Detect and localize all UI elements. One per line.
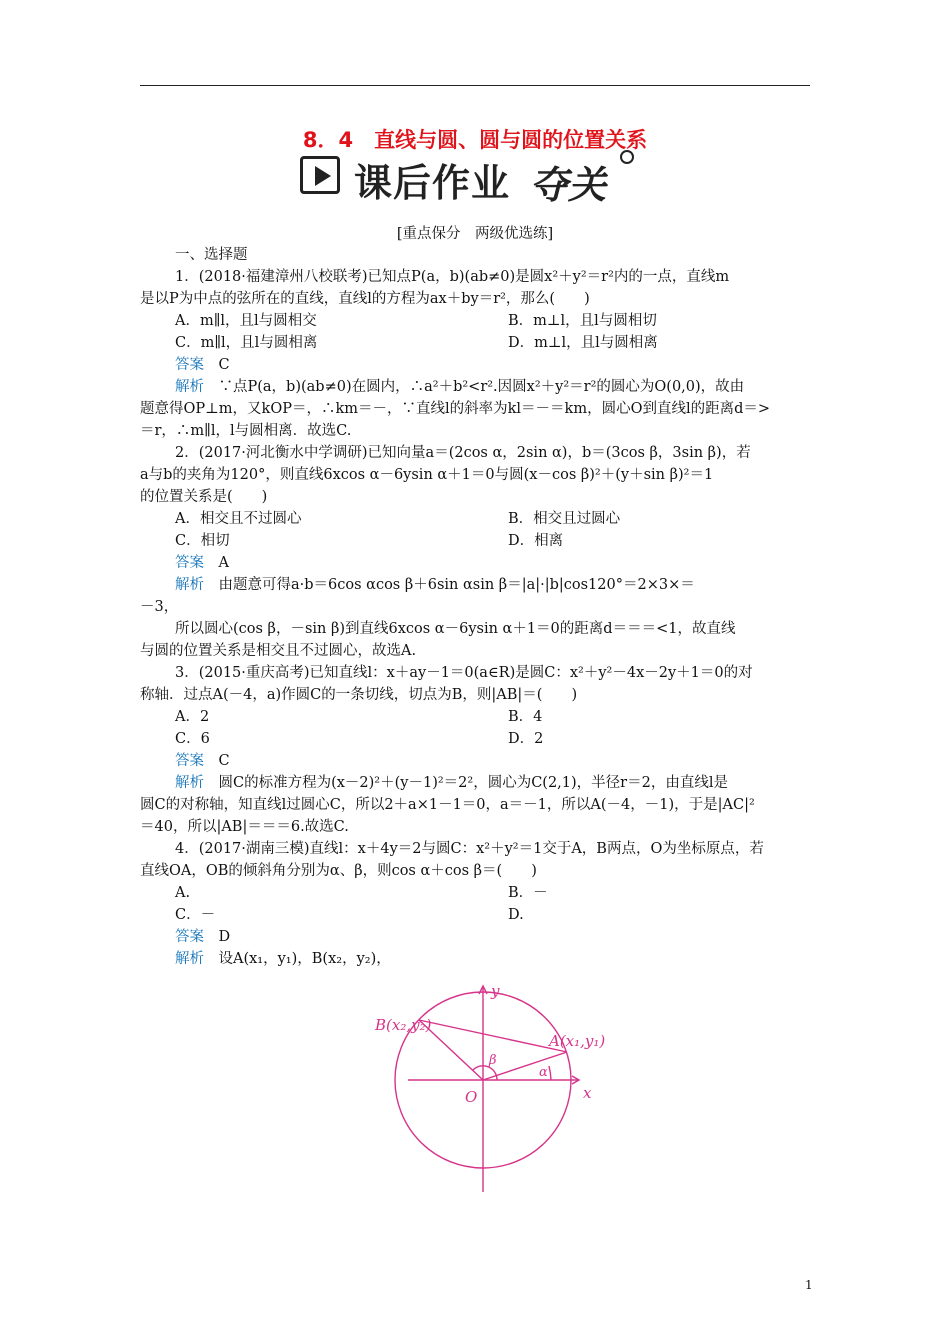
line-text: 一、选择题 <box>175 247 248 263</box>
answer-line <box>175 377 744 397</box>
line-text: A．相交且不过圆心 <box>175 511 302 527</box>
label-x: x <box>583 1084 592 1102</box>
text-line <box>175 707 209 727</box>
answer-line <box>175 773 728 793</box>
line-text: 1．(2018·福建漳州八校联考)已知点P(a，b)(ab≠0)是圆x²＋y²＝r²内的一点，直线m <box>175 269 730 285</box>
text-line <box>140 685 577 705</box>
line-text: 是以P为中点的弦所在的直线，直线l的方程为ax＋by＝r²，那么( ) <box>140 291 590 307</box>
text-line <box>175 619 735 639</box>
line-text: D．2 <box>508 731 544 747</box>
text-line <box>175 531 230 551</box>
text-line <box>140 465 713 485</box>
line-text: B．相交且过圆心 <box>508 511 621 527</box>
play-icon <box>300 156 340 194</box>
label-o: O <box>465 1088 478 1106</box>
line-text: 由题意可得a·b＝6cos αcos β＋6sin αsin β＝|a|·|b|cos120°＝2×3×＝ <box>204 577 695 593</box>
text-line <box>140 641 416 661</box>
line-text: A．2 <box>175 709 210 725</box>
text-line <box>175 883 190 903</box>
answer-label: 答案 <box>175 357 204 373</box>
text-line <box>140 597 178 617</box>
line-text: A <box>204 555 229 571</box>
segment-ab <box>419 1020 567 1052</box>
text-line <box>175 267 729 287</box>
text-line <box>140 421 351 441</box>
answer-label: 解析 <box>175 951 204 967</box>
line-text: 与圆的位置关系是相交且不过圆心，故选A. <box>140 643 417 659</box>
header-rule <box>140 85 810 86</box>
text-line <box>175 663 753 683</box>
line-text: ∵点P(a，b)(ab≠0)在圆内，∴a²＋b²<r².因圆x²＋y²＝r²的圆心为O(0,0)，故由 <box>204 379 745 395</box>
text-line <box>175 333 317 353</box>
answer-line <box>175 553 229 573</box>
text-line <box>508 311 657 331</box>
answer-label: 解析 <box>175 775 204 791</box>
line-text: B．m⊥l，且l与圆相切 <box>508 313 657 329</box>
text-line <box>508 707 542 727</box>
text-line <box>508 729 543 749</box>
line-text: D. <box>508 907 524 923</box>
text-line <box>508 883 548 903</box>
line-text: 2．(2017·河北衡水中学调研)已知向量a＝(2cos α，2sin α)，b＝(3cos β，3sin β)，若 <box>175 445 751 461</box>
text-line <box>175 905 215 925</box>
text-line <box>140 817 349 837</box>
line-text: 圆C的对称轴，知直线l过圆心C，所以2＋a×1－1＝0，a＝－1，所以A(－4，－1)，于是|AC|² <box>140 797 755 813</box>
answer-label: 解析 <box>175 379 204 395</box>
text-line <box>175 245 248 265</box>
line-text: C．－ <box>175 907 216 923</box>
line-text: ＝r，∴m∥l，l与圆相离．故选C. <box>140 423 352 439</box>
text-line <box>175 509 301 529</box>
line-text: a与b的夹角为120°，则直线6xcos α－6ysin α＋1＝0与圆(x－cos β)²＋(y＋sin β)²＝1 <box>140 467 714 483</box>
text-line <box>508 531 563 551</box>
line-text: 的位置关系是( ) <box>140 489 268 505</box>
line-text: C <box>204 357 230 373</box>
line-text: 所以圆心(cos β，－sin β)到直线6xcos α－6ysin α＋1＝0的距离d＝＝＝<1，故直线 <box>175 621 736 637</box>
unit-circle-figure <box>353 970 629 1200</box>
answer-line <box>175 751 230 771</box>
answer-line <box>175 575 695 595</box>
text-line <box>140 487 267 507</box>
page-number: 1 <box>805 1278 813 1292</box>
label-b: B(x₂,y₂) <box>375 1016 432 1034</box>
line-text: D <box>204 929 231 945</box>
line-text: ＝40，所以|AB|＝＝＝6.故选C. <box>140 819 349 835</box>
text-line <box>508 333 658 353</box>
banner-brand: 夺关 <box>530 163 607 207</box>
answer-label: 答案 <box>175 555 204 571</box>
gear-icon <box>620 150 634 164</box>
line-text: C <box>204 753 230 769</box>
text-line <box>175 311 317 331</box>
line-text: 设A(x₁，y₁)，B(x₂，y₂)， <box>204 951 391 967</box>
text-line <box>175 729 210 749</box>
line-text: 3．(2015·重庆高考)已知直线l：x＋ay－1＝0(a∈R)是圆C：x²＋y²－4x－2y＋1＝0的对 <box>175 665 753 681</box>
line-text: 直线OA，OB的倾斜角分别为α、β，则cos α＋cos β＝( ) <box>140 863 537 879</box>
section-subtitle: [重点保分 两级优选练] <box>396 226 554 242</box>
line-text: A. <box>175 885 191 901</box>
text-line <box>508 905 524 925</box>
line-text: C．m∥l，且l与圆相离 <box>175 335 318 351</box>
line-text: D．相离 <box>508 533 564 549</box>
text-line <box>140 399 770 419</box>
line-text: C．6 <box>175 731 210 747</box>
answer-line <box>175 927 230 947</box>
angle-alpha-arc <box>549 1066 551 1080</box>
homework-banner <box>300 150 660 207</box>
text-line <box>140 795 755 815</box>
answer-label: 解析 <box>175 577 204 593</box>
line-text: A．m∥l，且l与圆相交 <box>175 313 317 329</box>
text-line <box>175 839 764 859</box>
page-title: 8．4 直线与圆、圆与圆的位置关系 <box>302 128 648 152</box>
line-text: B．4 <box>508 709 543 725</box>
text-line <box>508 509 620 529</box>
banner-text: 课后作业 <box>354 161 511 205</box>
line-text: 称轴．过点A(－4，a)作圆C的一条切线，切点为B，则|AB|＝( ) <box>140 687 578 703</box>
answer-line <box>175 949 391 969</box>
line-text: 题意得OP⊥m，又kOP＝，∴km＝－，∵直线l的斜率为kl＝－＝km，圆心O到直线l的距离d＝> <box>140 401 771 417</box>
text-line <box>140 861 537 881</box>
answer-label: 答案 <box>175 929 204 945</box>
line-text: B．－ <box>508 885 548 901</box>
line-text: 4．(2017·湖南三模)直线l：x＋4y＝2与圆C：x²＋y²＝1交于A，B两点，O为坐标原点，若 <box>175 841 764 857</box>
label-alpha: α <box>539 1065 548 1080</box>
line-text: －3， <box>140 599 179 615</box>
text-line <box>175 443 751 463</box>
answer-label: 答案 <box>175 753 204 769</box>
line-text: D．m⊥l，且l与圆相离 <box>508 335 658 351</box>
line-text: C．相切 <box>175 533 230 549</box>
label-y: y <box>491 982 500 1000</box>
label-a: A(x₁,y₁) <box>549 1032 606 1050</box>
text-line <box>140 289 590 309</box>
answer-line <box>175 355 230 375</box>
label-beta: β <box>489 1053 497 1068</box>
line-text: 圆C的标准方程为(x－2)²＋(y－1)²＝2²，圆心为C(2,1)，半径r＝2，由直线l是 <box>204 775 728 791</box>
